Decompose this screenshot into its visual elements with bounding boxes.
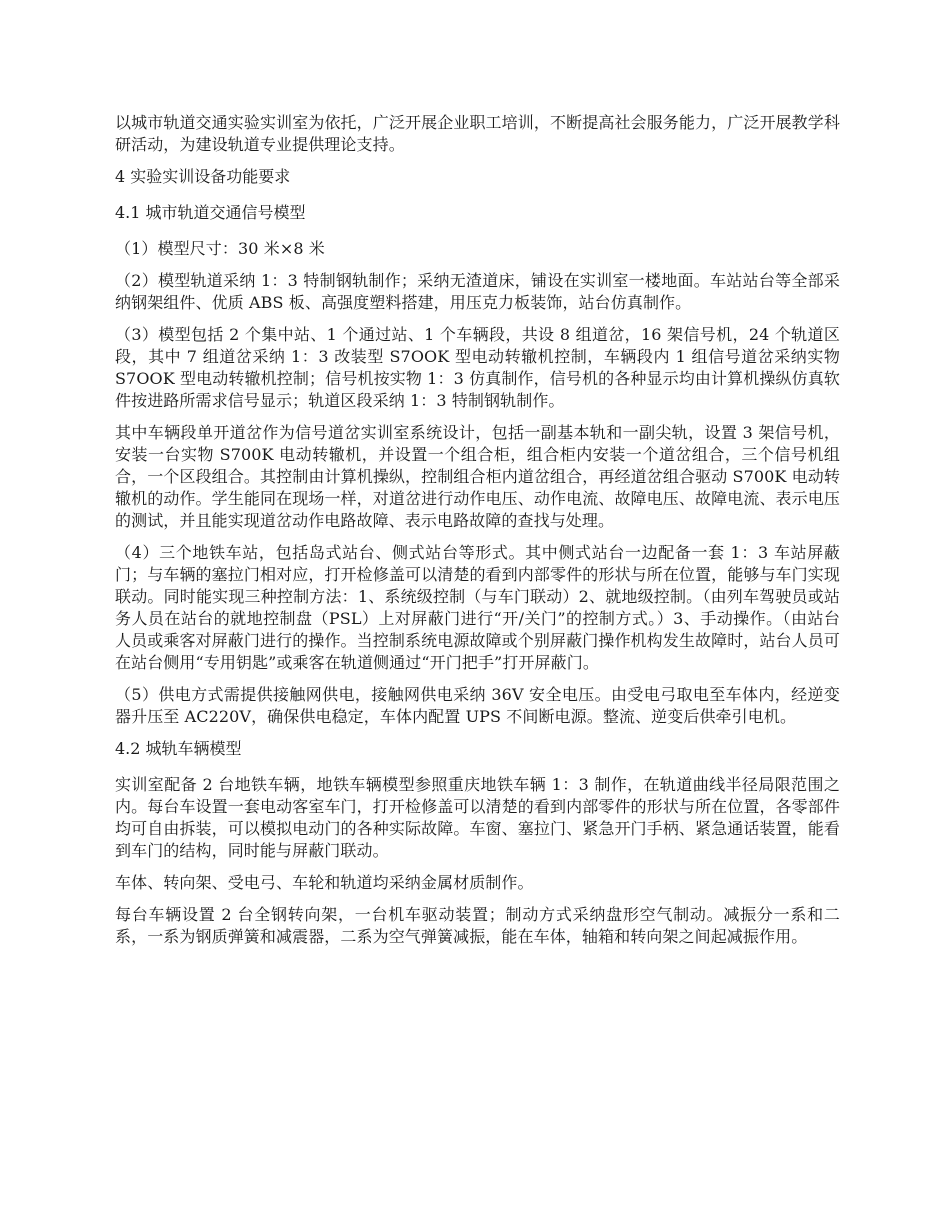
section-heading-4-2: 4.2 城轨车辆模型 (115, 739, 242, 758)
paragraph-intro: 以城市轨道交通实验实训室为依托，广泛开展企业职工培训，不断提高社会服务能力，广泛开展教学科研活动，为建设轨道专业提供理论支持。 (115, 113, 840, 154)
section-heading-4-1: 4.1 城市轨道交通信号模型 (115, 203, 306, 222)
document-page (115, 112, 840, 958)
paragraph-materials: 车体、转向架、受电弓、车轮和轨道均采纳金属材质制作。 (115, 873, 534, 892)
paragraph-switch-design: 其中车辆段单开道岔作为信号道岔实训室系统设计，包括一副基本轨和一副尖轨，设置 3 架信号机，安装一台实物 S700K 电动转辙机，并设置一个组合柜，组合柜内安装一个道岔组合，三个信号机组合，一个区段组合。其控制由计算机操纵，控制组合柜内道岔组合，再经道岔组合驱动 S700K 电动转辙机的动作。学生能同在现场一样，对道岔进行动作电压、动作电流、故障电压、故障电流、表示电压的测试，并且能实现道岔动作电路故障、表示电路故障的查找与处理。 (115, 423, 840, 530)
paragraph-bogie: 每台车辆设置 2 台全钢转向架，一台机车驱动装置；制动方式采纳盘形空气制动。减振分一系和二系，一系为钢质弹簧和减震器，二系为空气弹簧减振，能在车体，轴箱和转向架之间起减振作用。 (115, 905, 840, 946)
paragraph-item-2: （2）模型轨道采纳 1：3 特制钢轨制作；采纳无渣道床，铺设在实训室一楼地面。车站站台等全部采纳钢架组件、优质 ABS 板、高强度塑料搭建，用压克力板装饰，站台仿真制作。 (115, 271, 840, 312)
paragraph-item-5: （5）供电方式需提供接触网供电，接触网供电采纳 36V 安全电压。由受电弓取电至车体内，经逆变器升压至 AC220V，确保供电稳定，车体内配置 UPS 不间断电源。整流、逆变后供牵引电机。 (115, 685, 840, 726)
paragraph-item-1: （1）模型尺寸：30 米×8 米 (115, 239, 325, 258)
paragraph-item-3: （3）模型包括 2 个集中站、1 个通过站、1 个车辆段，共设 8 组道岔，16 架信号机，24 个轨道区段，其中 7 组道岔采纳 1：3 改装型 S7OOK 型电动转辙机控制，车辆段内 1 组信号道岔采纳实物 S7OOK 型电动转辙机控制；信号机按实物 1：3 仿真制作，信号机的各种显示均由计算机操纵仿真软件按进路所需求信号显示；轨道区段采纳 1：3 特制钢轨制作。 (115, 325, 840, 410)
section-heading-4: 4 实验实训设备功能要求 (115, 167, 291, 186)
paragraph-item-4: （4）三个地铁车站，包括岛式站台、侧式站台等形式。其中侧式站台一边配备一套 1：3 车站屏蔽门；与车辆的塞拉门相对应，打开检修盖可以清楚的看到内部零件的形状与所在位置，能够与车门实现联动。同时能实现三种控制方法：1、系统级控制（与车门联动）2、就地级控制。（由列车驾驶员或站务人员在站台的就地控制盘（PSL）上对屏蔽门进行“开/关门”的控制方式。）3、手动操作。（由站台人员或乘客对屏蔽门进行的操作。当控制系统电源故障或个别屏蔽门操作机构发生故障时，站台人员可在站台侧用“专用钥匙”或乘客在轨道侧通过“开门把手”打开屏蔽门。 (115, 543, 840, 672)
paragraph-vehicle-config: 实训室配备 2 台地铁车辆，地铁车辆模型参照重庆地铁车辆 1：3 制作，在轨道曲线半径局限范围之内。每台车设置一套电动客室车门，打开检修盖可以清楚的看到内部零件的形状与所在位置，各零部件均可自由拆装，可以模拟电动门的各种实际故障。车窗、塞拉门、紧急开门手柄、紧急通话装置，能看到车门的结构，同时能与屏蔽门联动。 (115, 775, 840, 860)
